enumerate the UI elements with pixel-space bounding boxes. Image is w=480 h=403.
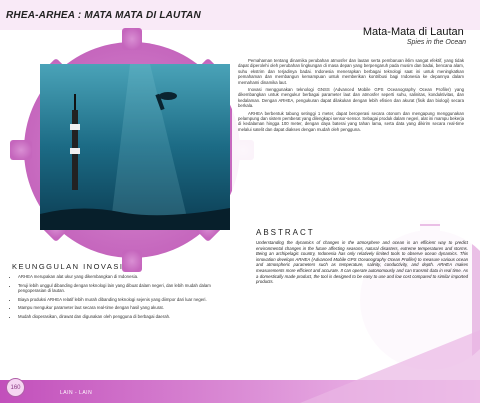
title-block bbox=[363, 26, 466, 46]
list-item: • ARHEA merupakan alat ukur yang dikembangkan di Indonesia. bbox=[18, 274, 236, 280]
page-number-badge: 160 bbox=[6, 378, 25, 397]
underwater-photo bbox=[40, 64, 230, 230]
list-item: • Biaya produksi ARHEA relatif lebih murah dibanding teknologi sejenis yang diimpor dari luar negeri. bbox=[18, 297, 236, 303]
body-text bbox=[238, 58, 464, 134]
list-item: • Mampu mengukur parameter laut secara real-time dengan hasil yang akurat. bbox=[18, 305, 236, 311]
body-paragraph: Pemahaman tentang dinamika perubahan atmosfer dan lautan serta pembaruan iklim sangat efektif, yang tidak dapat diperolehi oleh perubahan lingkungan di masa depan yang berpengaruh pada musim dan badai, bencana alam, suhu ekstrim dan terjadinya badai. Indonesia menerapkan berbagai teknologi saat ini untuk meningkatkan pemahaman dan membangun kemampuan untuk memberikan kontribusi bagi Indonesia ke depannya dalam memahami dinamika laut. bbox=[238, 58, 464, 85]
advantages-heading: KEUNGGULAN INOVASI bbox=[12, 262, 124, 271]
main-title: Mata-Mata di Lautan bbox=[362, 26, 464, 38]
subtitle: Spies in the Ocean bbox=[406, 39, 466, 46]
footer-label: LAIN - LAIN bbox=[60, 390, 93, 396]
list-item: • Mudah dioperasikan, dirawat dan digunakan oleh pengguna di berbagai daerah. bbox=[18, 314, 236, 320]
abstract-heading: ABSTRACT bbox=[256, 228, 315, 237]
abstract-text: Understanding the dynamics of changes in the atmosphere and ocean is an efficient way to predict environmental changes in the future affecting seasons, natural disasters, extreme temperatures and storms. Being an archipelagic country, Indonesia has only relatively limited tools to observe ocean dynamics. This innovation develops ARHEA (Advanced Mobile GPS Oceanography Ocean Profiler) to measure various ocean and atmospheric parameters such as temperature, salinity, conductivity, and depth. ARHEA makes measurements more efficient and accurate. It can operate autonomously and can transmit data in real time. As a domestically made product, the tool is designed to be easy to use and low cost compared to similar imported products. bbox=[256, 240, 468, 285]
list-item: • Teruji lebih unggul dibanding dengan teknologi lain yang dibuat dalam negeri, dan lebih mudah dalam pengoperasian di lautan. bbox=[18, 283, 236, 294]
body-paragraph: Inovasi menggunakan teknologi GNSS (Advanced Mobile GPS Oceanography Ocean Profiler) yang dikembangkan untuk mengukur berbagai parameter laut dan atmosfer seperti suhu, salinitas, konduktivitas, dan kedalaman. Dengan ARHEA, pengukuran dapat dilakukan dengan lebih efisien dan akurat (fisik dan biologi) secara berkala. bbox=[238, 87, 464, 109]
advantages-list bbox=[12, 274, 236, 322]
page-header-title: RHEA-ARHEA : MATA MATA DI LAUTAN bbox=[6, 10, 201, 21]
body-paragraph: ARHEA berbentuk tabung setinggi 1 meter, dapat beroperasi secara otonom dan mengapung menggunakan pelampung dan sistem pemberat yang dilengkapi sensor-sensor. Sebagai produk dalam negeri, alat ini mampu bekerja di kedalaman hingga 100 meter, dengan daya baterai yang tahan lama, serta data yang dikirim secara real-time melalui satelit dan dapat diakses dengan mudah oleh pengguna. bbox=[238, 110, 464, 132]
